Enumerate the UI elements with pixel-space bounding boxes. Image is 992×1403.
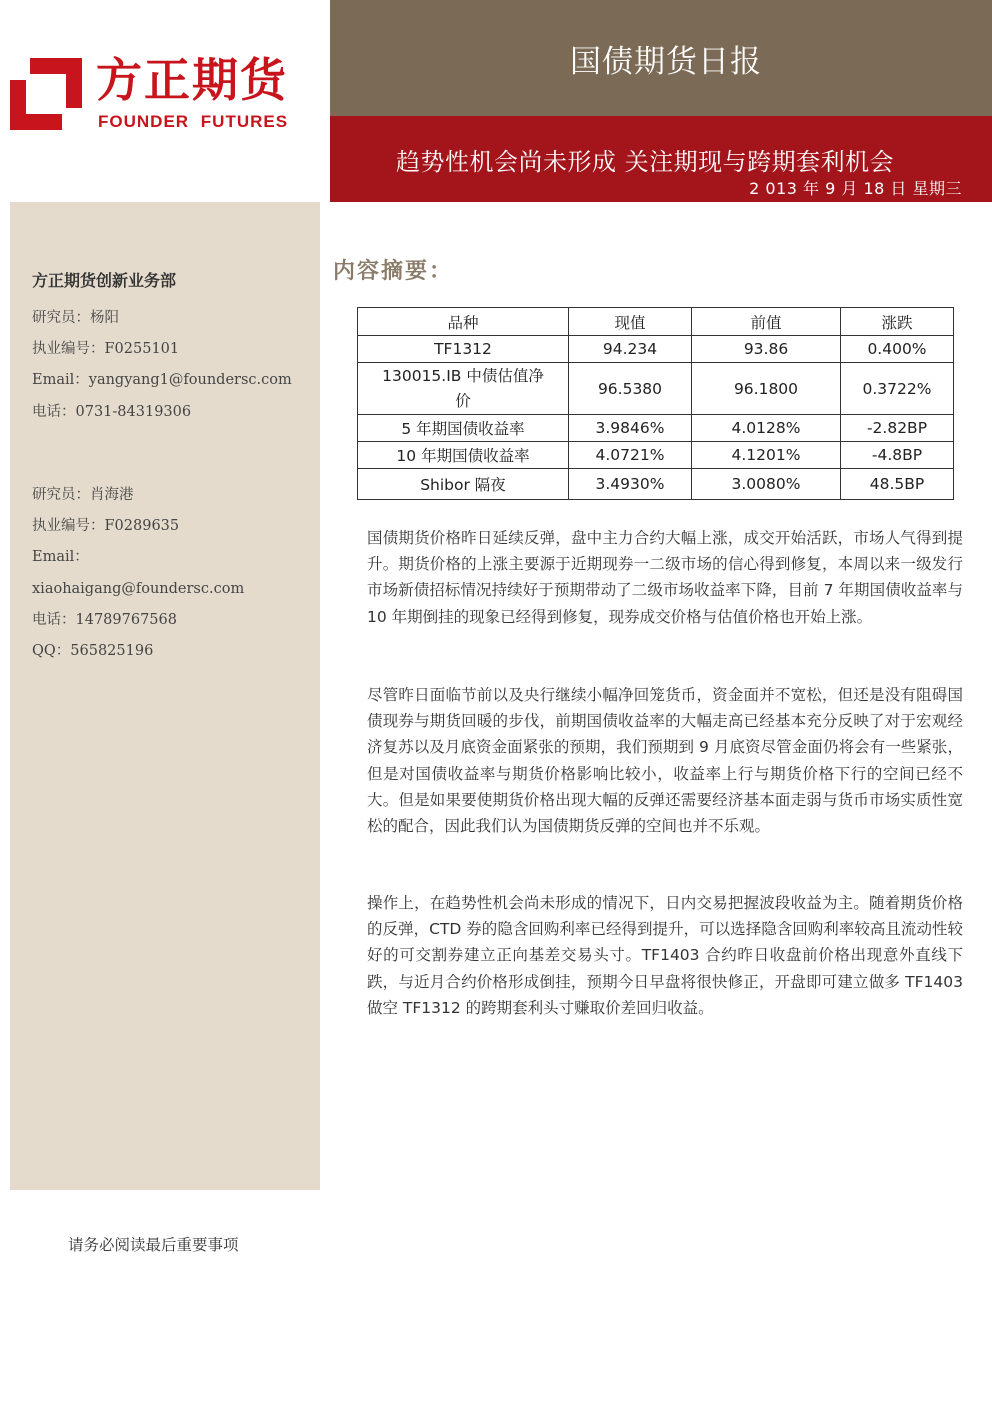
table-row [358,469,954,500]
table-row [358,415,954,442]
table-cell: 4.1201% [692,442,841,469]
column-header: 涨跌 [841,308,954,336]
analyst-qq: QQ：565825196 [32,642,154,659]
table-cell: 48.5BP [841,469,954,500]
table-cell: TF1312 [358,336,569,363]
analyst-email-label: Email： [32,549,89,566]
table-cell: 4.0721% [569,442,692,469]
analyst-info-1 [32,303,292,428]
table-cell: 5 年期国债收益率 [358,415,569,442]
analyst-phone: 电话：0731-84319306 [32,403,192,420]
analyst-phone: 电话：14789767568 [32,611,177,628]
table-cell: 130015.IB 中债估值净价 [358,363,569,415]
table-cell: 10 年期国债收益率 [358,442,569,469]
analyst-name: 研究员：杨阳 [32,310,119,326]
brand-name-en: FOUNDER FUTURES [98,112,289,131]
body-paragraph: 尽管昨日面临节前以及央行继续小幅净回笼货币，资金面并不宽松，但还是没有阻碍国债现券与期货回暖的步伐，前期国债收益率的大幅走高已经基本充分反映了对于宏观经济复苏以及月底资金面紧张的预期，我们预期到 9 月底资尽管金面仍将会有一些紧张，但是对国债收益率与期货价格影响比较小，收益率上行与期货价格下行的空间已经不大。但是如果要使期货价格出现大幅的反弹还需要经济基本面走弱与货币市场实质性宽松的配合，因此我们认为国债期货反弹的空间也并不乐观。 [367,686,963,836]
header-title-band [330,0,992,116]
table-cell: 4.0128% [692,415,841,442]
table-cell: 96.5380 [569,363,692,415]
table-cell: 96.1800 [692,363,841,415]
table-cell: 0.400% [841,336,954,363]
sidebar [10,202,320,1190]
table-cell: -4.8BP [841,442,954,469]
market-summary-table [357,307,954,500]
table-header-row [358,308,954,336]
table-cell: 94.234 [569,336,692,363]
table-cell: 3.4930% [569,469,692,500]
analyst-license: 执业编号：F0255101 [32,341,180,358]
analyst-email: Email：yangyang1@foundersc.com [32,372,292,389]
header-headline-band [330,116,992,202]
department-name: 方正期货创新业务部 [32,271,177,290]
analyst-license: 执业编号：F0289635 [32,518,180,535]
table-cell: 3.0080% [692,469,841,500]
column-header: 品种 [358,308,569,336]
table-row [358,442,954,469]
founder-logo-icon [10,58,82,130]
logo-area [0,0,330,200]
table-row [358,363,954,415]
analyst-email: xiaohaigang@foundersc.com [32,580,245,597]
report-title: 国债期货日报 [570,44,762,80]
analyst-name: 研究员：肖海港 [32,487,134,503]
column-header: 前值 [692,308,841,336]
table-cell: Shibor 隔夜 [358,469,569,500]
report-date: 2 013 年 9 月 18 日 星期三 [749,179,962,198]
table-cell: 0.3722% [841,363,954,415]
brand-name-cn: 方正期货 [96,53,288,107]
table-row [358,336,954,363]
column-header: 现值 [569,308,692,336]
table-cell: -2.82BP [841,415,954,442]
table-cell: 3.9846% [569,415,692,442]
table-cell: 93.86 [692,336,841,363]
body-paragraph: 操作上，在趋势性机会尚未形成的情况下，日内交易把握波段收益为主。随着期货价格的反弹，CTD 券的隐含回购利率已经得到提升，可以选择隐含回购利率较高且流动性较好的可交割券建立正向基差交易头寸。TF1403 合约昨日收盘前价格出现意外直线下跌，与近月合约价格形成倒挂，预期今日早盘将很快修正，开盘即可建立做多 TF1403 做空 TF1312 的跨期套利头寸赚取价差回归收益。 [367,894,963,1017]
disclaimer-note: 请务必阅读最后重要事项 [68,1236,239,1254]
report-headline: 趋势性机会尚未形成 关注期现与跨期套利机会 [396,148,895,176]
analyst-info-2 [32,480,244,667]
body-paragraph: 国债期货价格昨日延续反弹，盘中主力合约大幅上涨，成交开始活跃，市场人气得到提升。期货价格的上涨主要源于近期现券一二级市场的信心得到修复，本周以来一级发行市场新债招标情况持续好于预期带动了二级市场收益率下降，目前 7 年期国债收益率与 10 年期倒挂的现象已经得到修复，现券成交价格与估值价格也开始上涨。 [367,529,963,626]
abstract-heading: 内容摘要： [333,259,454,284]
